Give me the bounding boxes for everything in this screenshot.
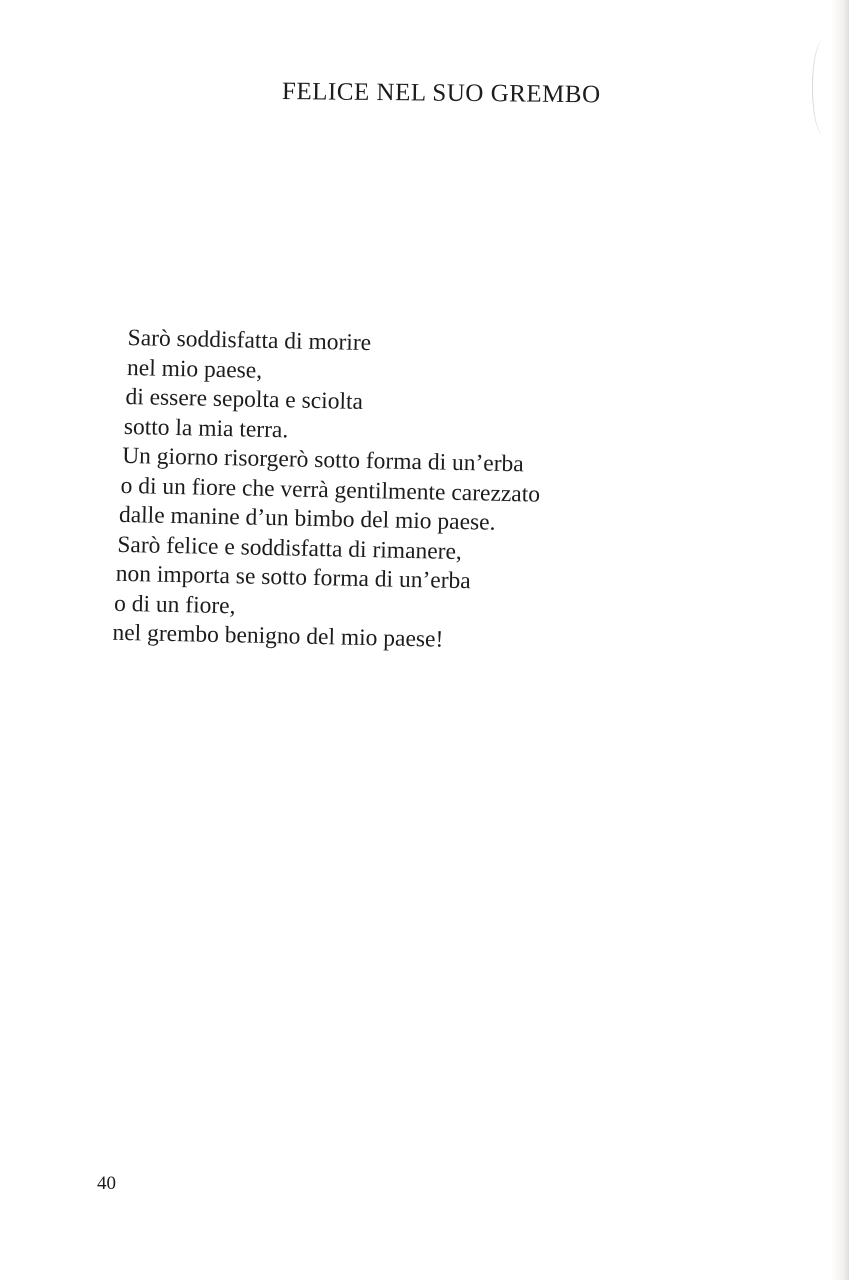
page-number: 40	[97, 1173, 116, 1194]
page-curl-mark	[812, 40, 835, 135]
poem-line: Sarò felice e soddisfatta di rimanere,	[117, 531, 463, 565]
poem-line: nel grembo benigno del mio paese!	[112, 619, 444, 653]
poem-body	[112, 324, 648, 659]
poem-line: Sarò soddisfatta di morire	[127, 324, 372, 357]
poem-line: o di un fiore,	[113, 590, 236, 619]
poem-line: o di un fiore che verrà gentilmente carezzato	[120, 472, 541, 508]
poem-line: Un giorno risorgerò sotto forma di un’erba	[121, 442, 525, 478]
poem-line: dalle manine d’un bimbo del mio paese.	[118, 501, 496, 536]
poem-line: di essere sepolta e sciolta	[125, 383, 364, 415]
page-edge-shadow	[831, 0, 849, 1280]
poem-title: FELICE NEL SUO GREMBO	[281, 78, 601, 109]
poem-line: nel mio paese,	[126, 354, 263, 384]
poem-line: sotto la mia terra.	[123, 413, 289, 443]
poem-line: non importa se sotto forma di un’erba	[115, 560, 471, 595]
